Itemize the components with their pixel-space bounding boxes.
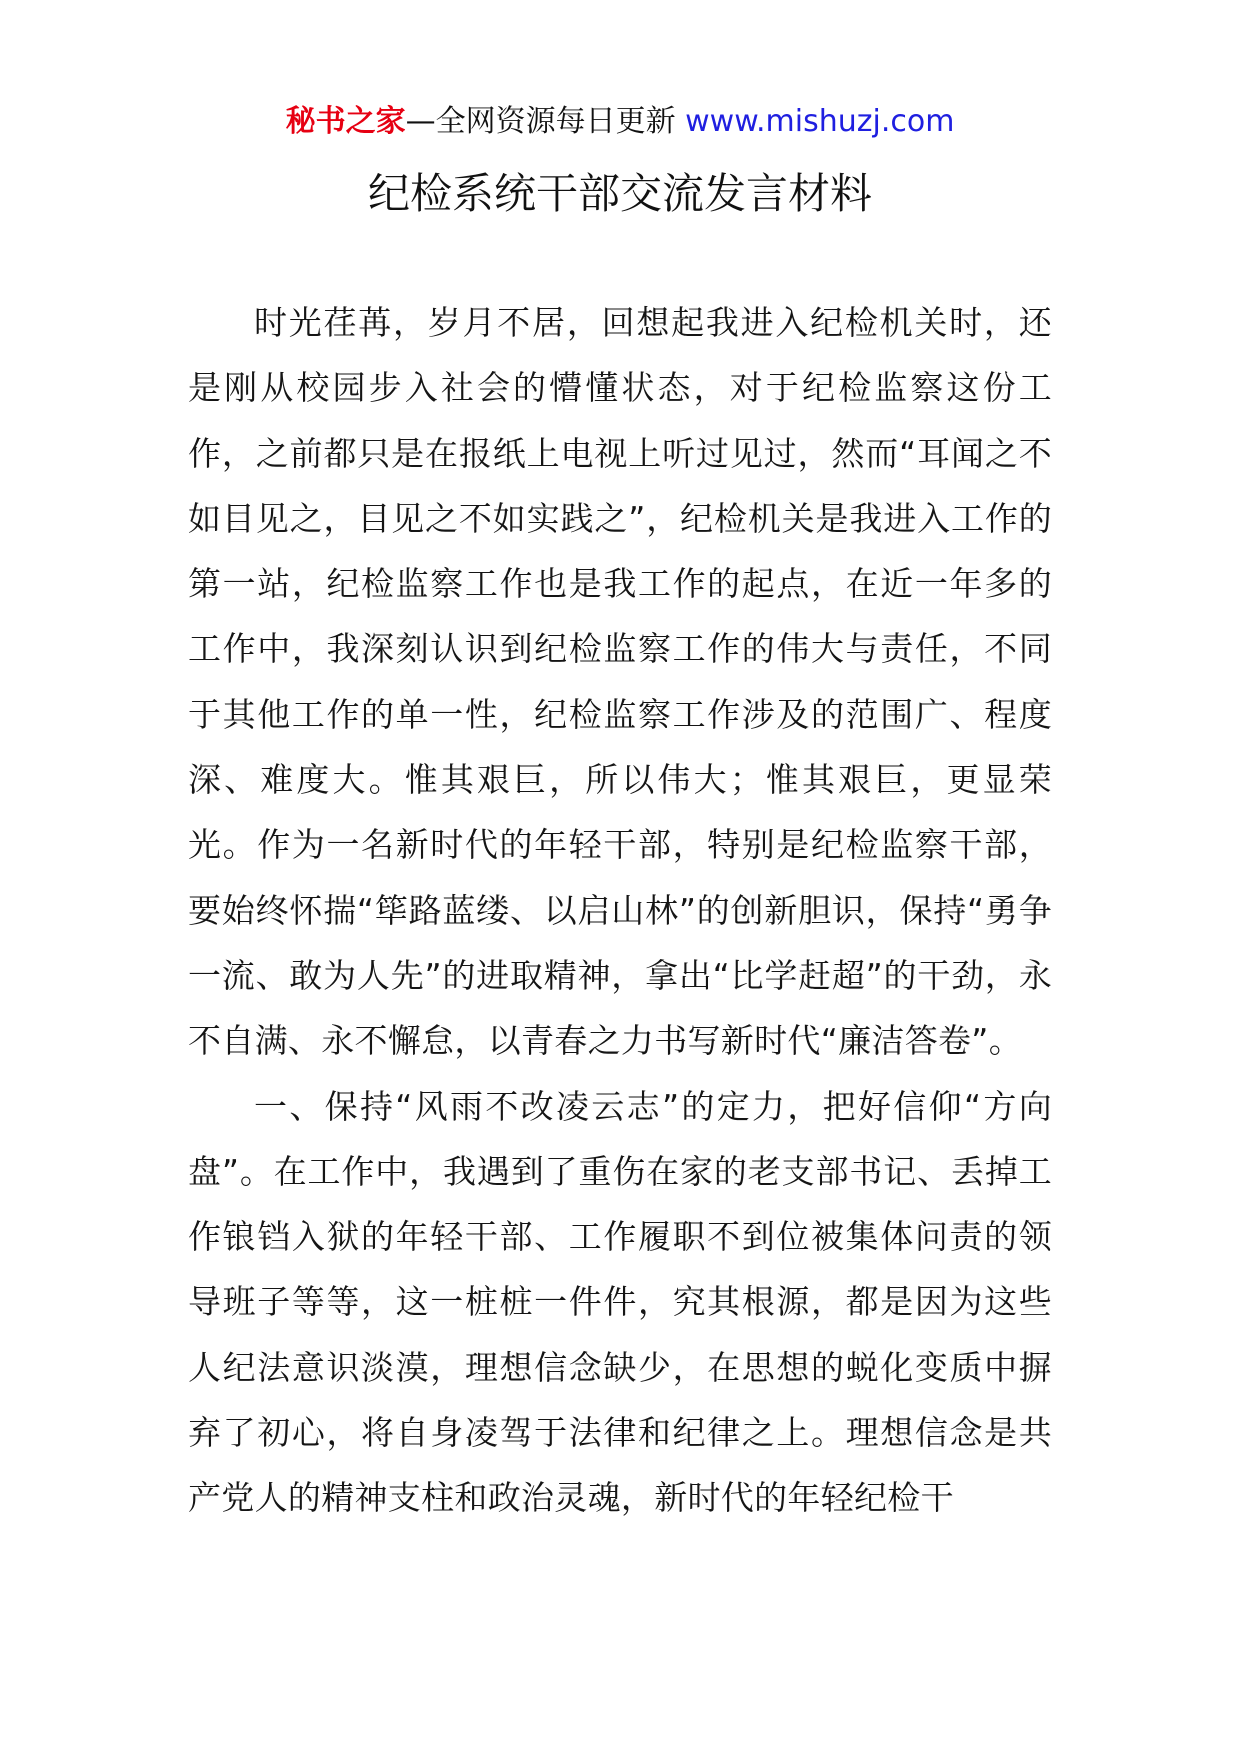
brand-name: 秘书之家 (285, 104, 406, 139)
header-tagline: —全网资源每日更新 (405, 104, 686, 139)
body-paragraph: 时光荏苒，岁月不居，回想起我进入纪检机关时，还是刚从校园步入社会的懵懂状态，对于纪检监察这份工作，之前都只是在报纸上电视上听过见过，然而“耳闻之不如目见之，目见之不如实践之”，纪检机关是我进入工作的第一站，纪检监察工作也是我工作的起点，在近一年多的工作中，我深刻认识到纪检监察工作的伟大与责任，不同于其他工作的单一性，纪检监察工作涉及的范围广、程度深、难度大。惟其艰巨，所以伟大；惟其艰巨，更显荣光。作为一名新时代的年轻干部，特别是纪检监察干部，要始终怀揣“筚路蓝缕、以启山林”的创新胆识，保持“勇争一流、敢为人先”的进取精神，拿出“比学赶超”的干劲，永不自满、永不懈怠，以青春之力书写新时代“廉洁答卷”。 (188, 303, 1052, 1061)
website-link[interactable]: www.mishuzj.com (685, 104, 955, 139)
watermark-header (0, 102, 1240, 142)
document-body (188, 290, 1052, 1531)
document-title: 纪检系统干部交流发言材料 (367, 169, 872, 218)
body-paragraph: 一、保持“风雨不改凌云志”的定力，把好信仰“方向盘”。在工作中，我遇到了重伤在家的老支部书记、丢掉工作锒铛入狱的年轻干部、工作履职不到位被集体问责的领导班子等等，这一桩桩一件件，究其根源，都是因为这些人纪法意识淡漠，理想信念缺少，在思想的蜕化变质中摒弃了初心，将自身凌驾于法律和纪律之上。理想信念是共产党人的精神支柱和政治灵魂，新时代的年轻纪检干 (188, 1086, 1052, 1518)
